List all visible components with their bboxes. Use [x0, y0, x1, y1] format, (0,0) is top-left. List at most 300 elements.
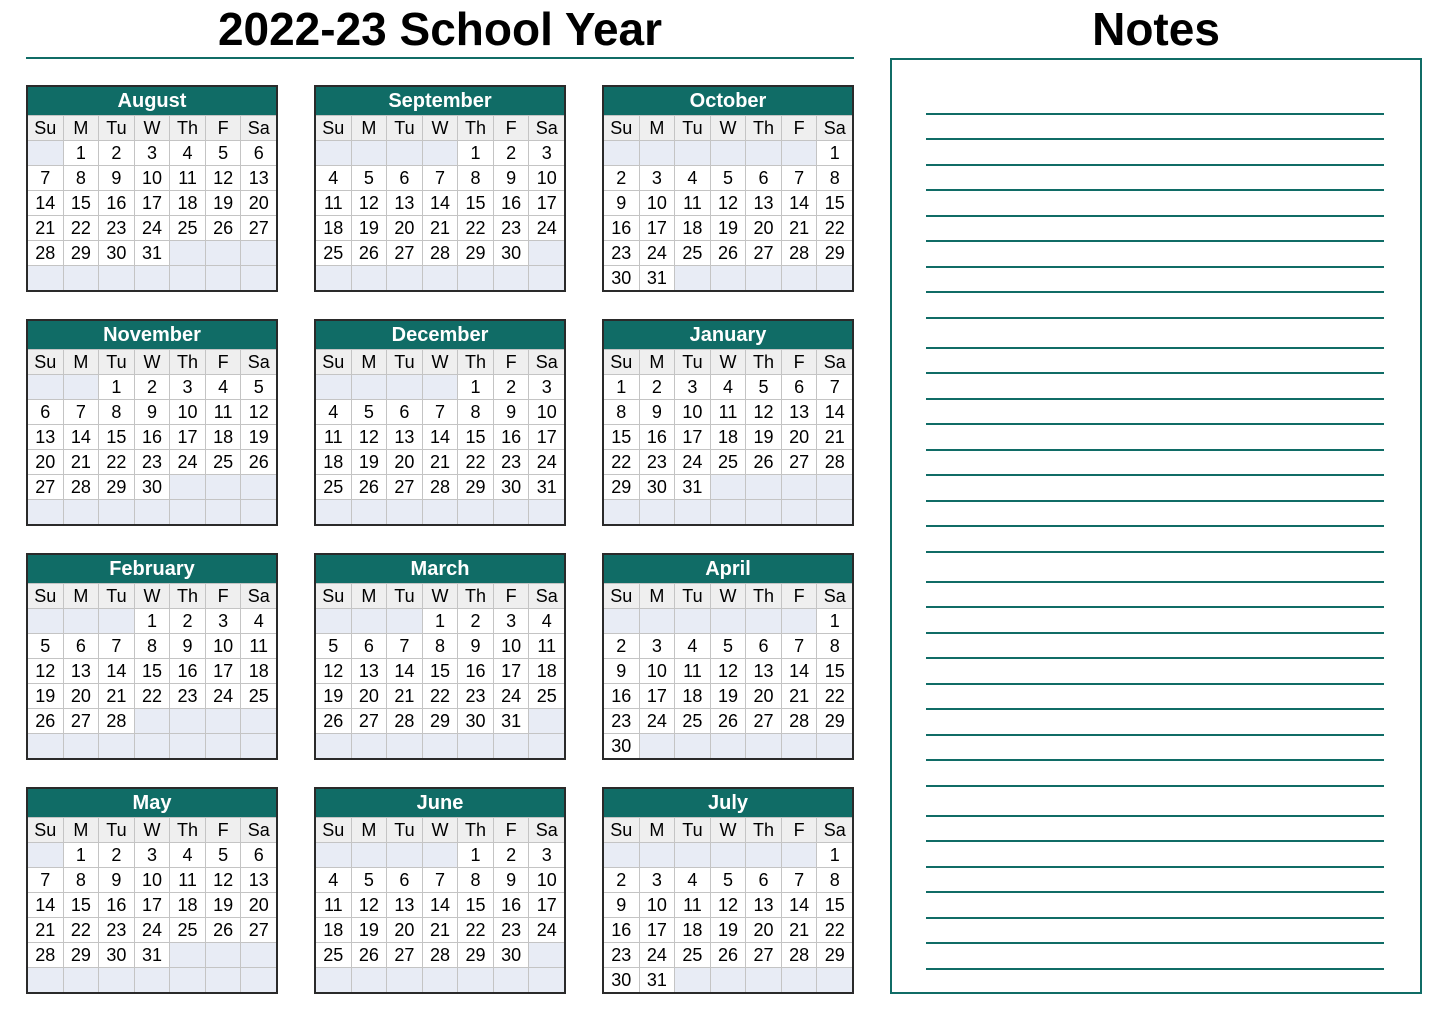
- weekday-label: Tu: [675, 350, 710, 374]
- day-cell: 18: [170, 893, 205, 917]
- day-cell: 16: [99, 893, 134, 917]
- month-days-grid: [604, 349, 852, 524]
- day-cell: 22: [458, 918, 493, 942]
- weekday-label: Sa: [529, 818, 564, 842]
- day-cell: 26: [352, 241, 387, 265]
- day-cell: 4: [675, 634, 710, 658]
- day-cell: 21: [782, 918, 817, 942]
- day-cell: 29: [817, 709, 852, 733]
- day-cell: 25: [675, 709, 710, 733]
- day-cell: 25: [206, 450, 241, 474]
- day-cell: 30: [494, 475, 529, 499]
- month-days-grid: [604, 115, 852, 290]
- day-cell: 22: [604, 450, 639, 474]
- day-cell: 21: [817, 425, 852, 449]
- day-cell: 10: [529, 166, 564, 190]
- day-cell: 5: [746, 375, 781, 399]
- month-calendar: [314, 787, 566, 994]
- weekday-label: Su: [604, 350, 639, 374]
- day-cell: 22: [458, 450, 493, 474]
- day-cell: 5: [241, 375, 276, 399]
- day-cell: 20: [746, 216, 781, 240]
- empty-day-cell: [352, 266, 387, 290]
- day-cell: 1: [817, 843, 852, 867]
- day-cell: 16: [604, 918, 639, 942]
- day-cell: 17: [640, 918, 675, 942]
- empty-day-cell: [529, 709, 564, 733]
- empty-day-cell: [316, 609, 351, 633]
- empty-day-cell: [352, 500, 387, 524]
- empty-day-cell: [64, 609, 99, 633]
- month-days-grid: [316, 817, 564, 992]
- empty-day-cell: [711, 609, 746, 633]
- day-cell: 15: [604, 425, 639, 449]
- month-name: August: [28, 87, 276, 115]
- empty-day-cell: [316, 375, 351, 399]
- day-cell: 3: [529, 141, 564, 165]
- day-cell: 27: [387, 475, 422, 499]
- day-cell: 30: [494, 943, 529, 967]
- notes-line: [926, 683, 1384, 685]
- empty-day-cell: [135, 266, 170, 290]
- month-calendar: [26, 787, 278, 994]
- weekday-label: W: [423, 350, 458, 374]
- day-cell: 19: [206, 893, 241, 917]
- month-days-grid: [316, 583, 564, 758]
- empty-day-cell: [782, 475, 817, 499]
- day-cell: 1: [817, 609, 852, 633]
- day-cell: 23: [99, 918, 134, 942]
- notes-line: [926, 372, 1384, 374]
- day-cell: 2: [604, 868, 639, 892]
- day-cell: 17: [529, 425, 564, 449]
- day-cell: 25: [170, 216, 205, 240]
- day-cell: 27: [746, 943, 781, 967]
- day-cell: 29: [64, 943, 99, 967]
- day-cell: 9: [640, 400, 675, 424]
- empty-day-cell: [241, 475, 276, 499]
- weekday-label: Th: [746, 584, 781, 608]
- empty-day-cell: [352, 843, 387, 867]
- day-cell: 15: [423, 659, 458, 683]
- day-cell: 21: [423, 918, 458, 942]
- empty-day-cell: [494, 500, 529, 524]
- day-cell: 18: [675, 684, 710, 708]
- empty-day-cell: [817, 475, 852, 499]
- day-cell: 11: [675, 659, 710, 683]
- day-cell: 23: [604, 241, 639, 265]
- day-cell: 12: [746, 400, 781, 424]
- empty-day-cell: [423, 500, 458, 524]
- day-cell: 16: [135, 425, 170, 449]
- empty-day-cell: [387, 968, 422, 992]
- day-cell: 12: [352, 893, 387, 917]
- weekday-label: F: [206, 584, 241, 608]
- day-cell: 4: [170, 141, 205, 165]
- month-days-grid: [316, 115, 564, 290]
- day-cell: 30: [604, 968, 639, 992]
- day-cell: 14: [28, 893, 63, 917]
- day-cell: 22: [817, 918, 852, 942]
- day-cell: 31: [135, 943, 170, 967]
- weekday-label: F: [782, 350, 817, 374]
- empty-day-cell: [675, 266, 710, 290]
- empty-day-cell: [241, 709, 276, 733]
- day-cell: 8: [817, 868, 852, 892]
- month-name: February: [28, 555, 276, 583]
- empty-day-cell: [28, 609, 63, 633]
- day-cell: 24: [529, 216, 564, 240]
- day-cell: 26: [711, 241, 746, 265]
- day-cell: 30: [604, 266, 639, 290]
- notes-area: [890, 58, 1422, 994]
- day-cell: 1: [458, 843, 493, 867]
- day-cell: 19: [352, 450, 387, 474]
- day-cell: 3: [675, 375, 710, 399]
- day-cell: 5: [206, 843, 241, 867]
- empty-day-cell: [99, 609, 134, 633]
- day-cell: 18: [316, 918, 351, 942]
- day-cell: 9: [604, 659, 639, 683]
- day-cell: 16: [604, 216, 639, 240]
- day-cell: 23: [135, 450, 170, 474]
- notes-line: [926, 632, 1384, 634]
- day-cell: 23: [494, 450, 529, 474]
- day-cell: 14: [64, 425, 99, 449]
- empty-day-cell: [817, 968, 852, 992]
- weekday-label: Tu: [387, 818, 422, 842]
- day-cell: 7: [64, 400, 99, 424]
- empty-day-cell: [387, 609, 422, 633]
- empty-day-cell: [423, 141, 458, 165]
- weekday-label: W: [423, 818, 458, 842]
- day-cell: 22: [135, 684, 170, 708]
- day-cell: 13: [28, 425, 63, 449]
- empty-day-cell: [423, 375, 458, 399]
- day-cell: 6: [64, 634, 99, 658]
- weekday-label: Tu: [675, 116, 710, 140]
- weekday-label: Tu: [99, 116, 134, 140]
- day-cell: 13: [387, 893, 422, 917]
- day-cell: 29: [458, 241, 493, 265]
- weekday-label: M: [352, 350, 387, 374]
- day-cell: 31: [675, 475, 710, 499]
- notes-line: [926, 215, 1384, 217]
- day-cell: 24: [640, 943, 675, 967]
- empty-day-cell: [423, 734, 458, 758]
- notes-line: [926, 266, 1384, 268]
- day-cell: 30: [458, 709, 493, 733]
- weekday-label: Th: [746, 350, 781, 374]
- day-cell: 11: [529, 634, 564, 658]
- empty-day-cell: [206, 266, 241, 290]
- day-cell: 20: [352, 684, 387, 708]
- day-cell: 25: [711, 450, 746, 474]
- day-cell: 22: [458, 216, 493, 240]
- weekday-label: W: [135, 350, 170, 374]
- empty-day-cell: [640, 500, 675, 524]
- day-cell: 13: [64, 659, 99, 683]
- empty-day-cell: [316, 843, 351, 867]
- day-cell: 1: [604, 375, 639, 399]
- day-cell: 6: [782, 375, 817, 399]
- weekday-label: Th: [458, 818, 493, 842]
- notes-line: [926, 423, 1384, 425]
- day-cell: 14: [782, 191, 817, 215]
- empty-day-cell: [675, 734, 710, 758]
- day-cell: 24: [529, 918, 564, 942]
- day-cell: 15: [458, 191, 493, 215]
- empty-day-cell: [135, 709, 170, 733]
- empty-day-cell: [387, 141, 422, 165]
- day-cell: 1: [423, 609, 458, 633]
- day-cell: 12: [711, 659, 746, 683]
- empty-day-cell: [387, 500, 422, 524]
- empty-day-cell: [782, 843, 817, 867]
- day-cell: 5: [711, 634, 746, 658]
- day-cell: 7: [782, 868, 817, 892]
- day-cell: 6: [746, 166, 781, 190]
- empty-day-cell: [746, 843, 781, 867]
- day-cell: 3: [529, 843, 564, 867]
- day-cell: 19: [352, 918, 387, 942]
- notes-line: [926, 759, 1384, 761]
- weekday-label: Su: [28, 818, 63, 842]
- empty-day-cell: [529, 968, 564, 992]
- day-cell: 2: [494, 375, 529, 399]
- weekday-label: Sa: [529, 350, 564, 374]
- weekday-label: F: [782, 818, 817, 842]
- weekday-label: F: [494, 116, 529, 140]
- weekday-label: Th: [170, 584, 205, 608]
- day-cell: 5: [352, 166, 387, 190]
- day-cell: 3: [640, 166, 675, 190]
- empty-day-cell: [241, 266, 276, 290]
- empty-day-cell: [170, 734, 205, 758]
- day-cell: 13: [387, 425, 422, 449]
- empty-day-cell: [206, 943, 241, 967]
- day-cell: 2: [99, 843, 134, 867]
- month-calendar: [314, 85, 566, 292]
- weekday-label: F: [494, 350, 529, 374]
- day-cell: 2: [458, 609, 493, 633]
- empty-day-cell: [387, 734, 422, 758]
- notes-line: [926, 891, 1384, 893]
- day-cell: 2: [99, 141, 134, 165]
- day-cell: 5: [206, 141, 241, 165]
- month-days-grid: [28, 817, 276, 992]
- day-cell: 11: [675, 893, 710, 917]
- day-cell: 11: [675, 191, 710, 215]
- day-cell: 28: [28, 943, 63, 967]
- day-cell: 20: [782, 425, 817, 449]
- month-name: June: [316, 789, 564, 817]
- month-name: July: [604, 789, 852, 817]
- day-cell: 27: [241, 918, 276, 942]
- empty-day-cell: [316, 968, 351, 992]
- month-calendar: [602, 319, 854, 526]
- empty-day-cell: [711, 266, 746, 290]
- empty-day-cell: [99, 266, 134, 290]
- day-cell: 6: [28, 400, 63, 424]
- empty-day-cell: [458, 266, 493, 290]
- day-cell: 24: [206, 684, 241, 708]
- empty-day-cell: [28, 266, 63, 290]
- day-cell: 18: [170, 191, 205, 215]
- notes-line: [926, 785, 1384, 787]
- day-cell: 17: [170, 425, 205, 449]
- day-cell: 30: [494, 241, 529, 265]
- empty-day-cell: [352, 141, 387, 165]
- empty-day-cell: [241, 943, 276, 967]
- empty-day-cell: [711, 141, 746, 165]
- weekday-label: F: [494, 584, 529, 608]
- weekday-label: Sa: [241, 350, 276, 374]
- day-cell: 12: [352, 425, 387, 449]
- day-cell: 13: [387, 191, 422, 215]
- day-cell: 31: [640, 266, 675, 290]
- empty-day-cell: [352, 609, 387, 633]
- day-cell: 11: [316, 425, 351, 449]
- day-cell: 22: [817, 684, 852, 708]
- day-cell: 21: [782, 216, 817, 240]
- day-cell: 23: [640, 450, 675, 474]
- weekday-label: Tu: [387, 350, 422, 374]
- day-cell: 15: [817, 659, 852, 683]
- notes-line: [926, 449, 1384, 451]
- day-cell: 3: [640, 634, 675, 658]
- day-cell: 26: [316, 709, 351, 733]
- day-cell: 18: [241, 659, 276, 683]
- empty-day-cell: [316, 266, 351, 290]
- day-cell: 28: [28, 241, 63, 265]
- day-cell: 8: [817, 634, 852, 658]
- month-days-grid: [316, 349, 564, 524]
- empty-day-cell: [64, 375, 99, 399]
- day-cell: 14: [99, 659, 134, 683]
- day-cell: 9: [604, 893, 639, 917]
- empty-day-cell: [352, 375, 387, 399]
- day-cell: 27: [746, 241, 781, 265]
- day-cell: 3: [206, 609, 241, 633]
- day-cell: 13: [241, 868, 276, 892]
- day-cell: 2: [494, 843, 529, 867]
- day-cell: 29: [817, 241, 852, 265]
- day-cell: 9: [494, 166, 529, 190]
- month-name: September: [316, 87, 564, 115]
- day-cell: 20: [241, 191, 276, 215]
- day-cell: 16: [604, 684, 639, 708]
- weekday-label: M: [640, 116, 675, 140]
- empty-day-cell: [529, 266, 564, 290]
- day-cell: 13: [782, 400, 817, 424]
- day-cell: 10: [494, 634, 529, 658]
- day-cell: 12: [241, 400, 276, 424]
- day-cell: 14: [387, 659, 422, 683]
- day-cell: 18: [711, 425, 746, 449]
- day-cell: 9: [99, 868, 134, 892]
- day-cell: 15: [458, 893, 493, 917]
- day-cell: 10: [675, 400, 710, 424]
- empty-day-cell: [206, 241, 241, 265]
- day-cell: 1: [817, 141, 852, 165]
- notes-line: [926, 657, 1384, 659]
- day-cell: 10: [640, 191, 675, 215]
- day-cell: 21: [64, 450, 99, 474]
- weekday-label: Th: [746, 818, 781, 842]
- day-cell: 19: [206, 191, 241, 215]
- day-cell: 12: [352, 191, 387, 215]
- day-cell: 4: [316, 868, 351, 892]
- month-name: April: [604, 555, 852, 583]
- day-cell: 15: [817, 191, 852, 215]
- day-cell: 23: [99, 216, 134, 240]
- day-cell: 1: [64, 141, 99, 165]
- day-cell: 23: [494, 216, 529, 240]
- empty-day-cell: [458, 734, 493, 758]
- day-cell: 6: [387, 166, 422, 190]
- day-cell: 8: [423, 634, 458, 658]
- empty-day-cell: [135, 500, 170, 524]
- weekday-label: Sa: [529, 116, 564, 140]
- weekday-label: Sa: [817, 818, 852, 842]
- month-days-grid: [28, 583, 276, 758]
- empty-day-cell: [170, 709, 205, 733]
- day-cell: 29: [64, 241, 99, 265]
- empty-day-cell: [241, 734, 276, 758]
- day-cell: 8: [64, 166, 99, 190]
- day-cell: 10: [170, 400, 205, 424]
- day-cell: 24: [529, 450, 564, 474]
- day-cell: 19: [711, 918, 746, 942]
- day-cell: 19: [241, 425, 276, 449]
- day-cell: 16: [494, 191, 529, 215]
- day-cell: 25: [316, 475, 351, 499]
- day-cell: 18: [675, 918, 710, 942]
- empty-day-cell: [316, 734, 351, 758]
- day-cell: 29: [604, 475, 639, 499]
- day-cell: 26: [711, 943, 746, 967]
- weekday-label: W: [711, 584, 746, 608]
- day-cell: 12: [206, 868, 241, 892]
- month-days-grid: [604, 583, 852, 758]
- weekday-label: Su: [28, 350, 63, 374]
- day-cell: 28: [782, 709, 817, 733]
- notes-line: [926, 189, 1384, 191]
- day-cell: 2: [604, 166, 639, 190]
- empty-day-cell: [458, 500, 493, 524]
- day-cell: 20: [746, 918, 781, 942]
- weekday-label: M: [352, 116, 387, 140]
- day-cell: 20: [387, 450, 422, 474]
- day-cell: 4: [675, 166, 710, 190]
- day-cell: 26: [352, 943, 387, 967]
- weekday-label: Sa: [241, 818, 276, 842]
- day-cell: 11: [711, 400, 746, 424]
- day-cell: 10: [640, 659, 675, 683]
- month-name: December: [316, 321, 564, 349]
- day-cell: 5: [711, 868, 746, 892]
- day-cell: 20: [241, 893, 276, 917]
- notes-line: [926, 525, 1384, 527]
- empty-day-cell: [423, 843, 458, 867]
- empty-day-cell: [316, 141, 351, 165]
- weekday-label: Sa: [817, 350, 852, 374]
- day-cell: 16: [170, 659, 205, 683]
- day-cell: 6: [352, 634, 387, 658]
- empty-day-cell: [494, 968, 529, 992]
- weekday-label: W: [135, 116, 170, 140]
